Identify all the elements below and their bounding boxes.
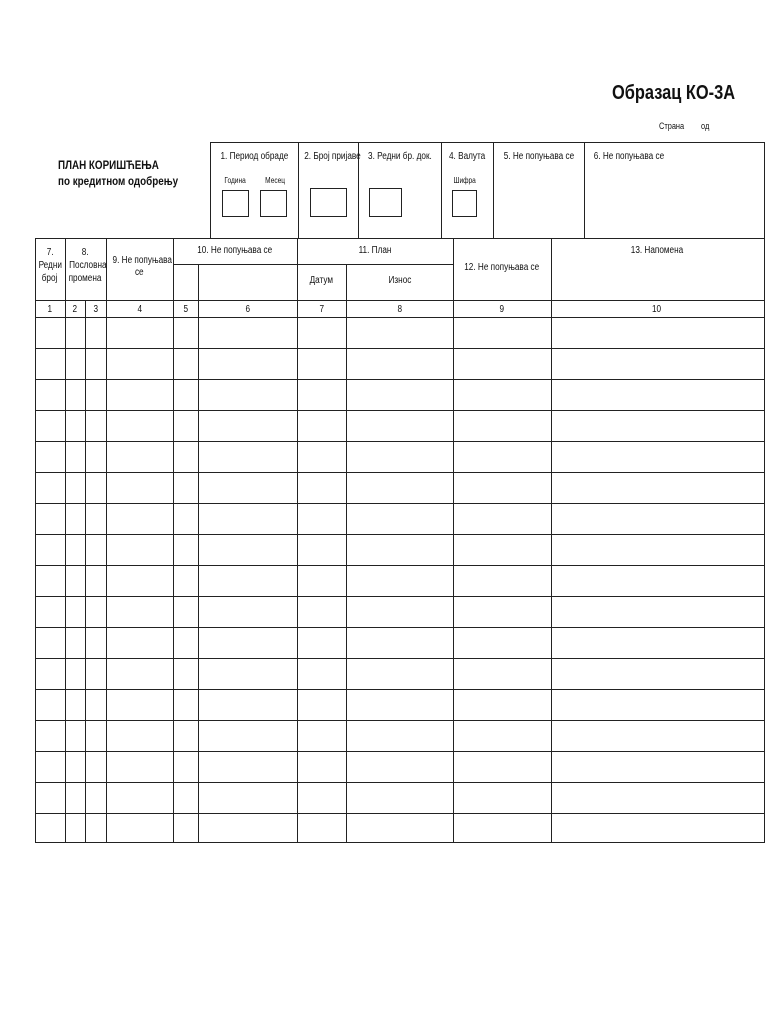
table-row[interactable] bbox=[35, 752, 764, 783]
table-row[interactable] bbox=[35, 783, 764, 814]
table-row[interactable] bbox=[35, 318, 764, 349]
doc-no-input[interactable] bbox=[369, 188, 402, 217]
table-row[interactable] bbox=[35, 628, 764, 659]
table-row[interactable] bbox=[35, 504, 764, 535]
table-row[interactable] bbox=[35, 690, 764, 721]
table-row[interactable] bbox=[35, 535, 764, 566]
period-label: 1. Период обраде bbox=[220, 151, 288, 162]
col-number-7: 7 bbox=[319, 304, 324, 315]
table-row[interactable] bbox=[35, 721, 764, 752]
col-number-9: 9 bbox=[499, 304, 505, 315]
report-no-label: 2. Број пријаве bbox=[304, 151, 361, 162]
doc-no-label: 3. Редни бр. док. bbox=[367, 151, 432, 162]
year-input[interactable] bbox=[222, 190, 249, 217]
col-number-1: 1 bbox=[47, 304, 53, 315]
table-row[interactable] bbox=[35, 473, 764, 504]
col-number-10: 10 bbox=[652, 304, 662, 315]
table-row[interactable] bbox=[35, 566, 764, 597]
col11-header: 11. План bbox=[358, 245, 392, 256]
table-row[interactable] bbox=[35, 380, 764, 411]
table-row[interactable] bbox=[35, 597, 764, 628]
form-title: Образац КО-3А bbox=[612, 82, 736, 104]
col11-date-header: Датум bbox=[309, 275, 334, 286]
col-number-2: 2 bbox=[72, 304, 78, 315]
year-label: Година bbox=[224, 176, 246, 185]
col13-header: 13. Напомена bbox=[630, 245, 684, 256]
col-number-6: 6 bbox=[245, 304, 250, 315]
plan-title: ПЛАН КОРИШЋЕЊА по кредитном одобрењу bbox=[58, 158, 179, 188]
col-number-5: 5 bbox=[183, 304, 188, 315]
col-number-4: 4 bbox=[137, 304, 142, 315]
col10-header: 10. Не попуњава се bbox=[197, 245, 273, 256]
col-number-8: 8 bbox=[397, 304, 402, 315]
month-input[interactable] bbox=[260, 190, 287, 217]
month-label: Месец bbox=[265, 176, 285, 185]
table-row[interactable] bbox=[35, 349, 764, 380]
table-row[interactable] bbox=[35, 411, 764, 442]
col11-amount-header: Износ bbox=[388, 275, 411, 286]
col8-header: 8. Пословна промена bbox=[69, 247, 107, 284]
not-filled-5-label: 5. Не попуњава се bbox=[503, 151, 574, 162]
table-row[interactable] bbox=[35, 659, 764, 690]
col-number-3: 3 bbox=[93, 304, 98, 315]
page-label: Страна bbox=[659, 121, 685, 131]
table-row[interactable] bbox=[35, 442, 764, 473]
col7-header: 7. Редни број bbox=[38, 247, 62, 284]
report-no-input[interactable] bbox=[310, 188, 347, 217]
currency-label: 4. Валута bbox=[448, 151, 486, 162]
not-filled-6-label: 6. Не попуњава се bbox=[593, 151, 665, 162]
currency-code-input[interactable] bbox=[452, 190, 477, 217]
code-label: Шифра bbox=[453, 176, 477, 185]
col9-header: 9. Не попуњава се bbox=[112, 255, 173, 278]
table-row[interactable] bbox=[35, 814, 764, 845]
page-of-label: од bbox=[701, 121, 710, 131]
col12-header: 12. Не попуњава се bbox=[464, 262, 540, 273]
